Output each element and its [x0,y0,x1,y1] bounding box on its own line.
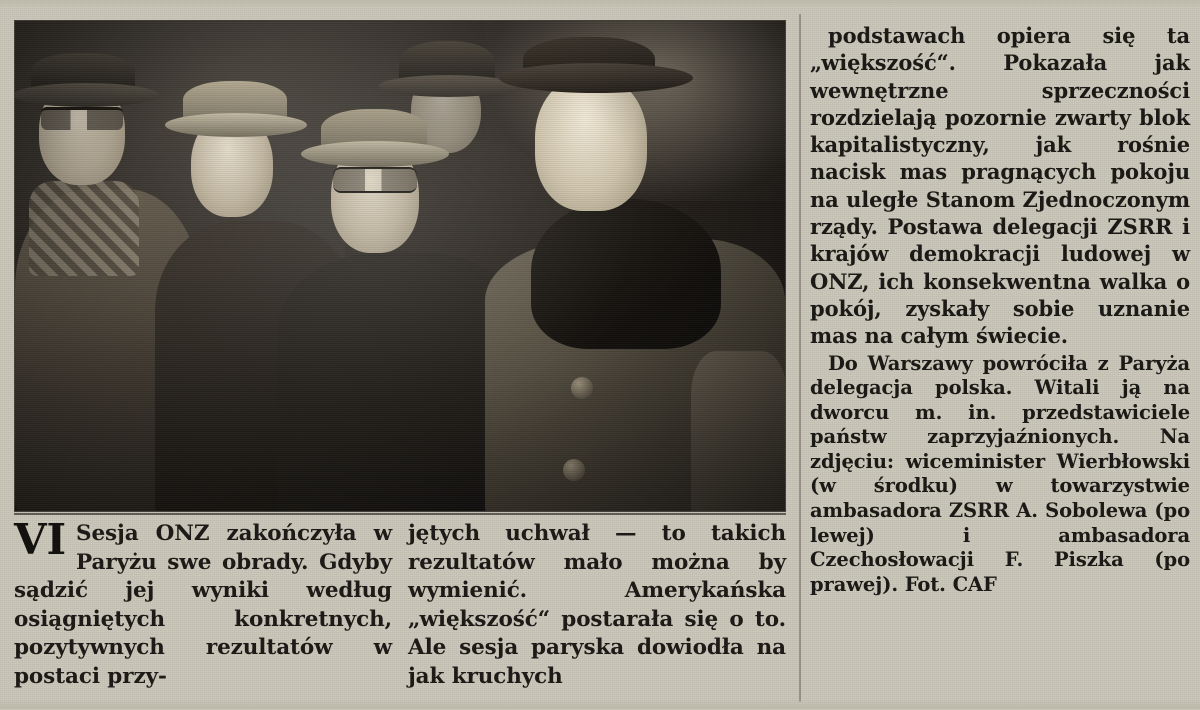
article-columns [14,515,786,710]
column-left-text: Sesja ONZ zakończyła w Paryżu swe obrady. Gdyby sądzić jej wyniki według osiągniętych konkretnych, pozytywnych rezultatów w postaci przy- [14,521,392,689]
person-right-face [535,75,647,211]
article-column-right [810,22,1190,702]
right-column-paragraph-2: Do Warszawy powróciła z Paryża delegacja polska. Witali ją na dworcu m. in. przedstawiciele państw zaprzyjaźnionych. Na zdjęciu: wiceminister Wierbłowski (w środku) w towarzystwie ambasadora ZSRR A. Sobolewa (po lewej) i ambasadora Czechosłowacji F. Piszka (po prawej). Fot. CAF [810,351,1190,596]
article-column-middle [408,520,786,710]
coat-button-lower [563,459,585,481]
right-column-paragraph-1: podstawach opiera się ta „większość“. Pokazała jak wewnętrzne sprzeczności rozdzielają pozornie zwarty blok kapitalistyczny, jak rośnie nacisk mas pragnących pokoju na uległe Stanom Zjednoczonym rządy. Postawa delegacji ZSRR i krajów demokracji ludowej w ONZ, ich konsekwentna walka o pokój, zyskały sobie uznanie mas na całym świecie. [810,23,1190,349]
news-photograph [14,20,786,512]
column-divider-rule [799,14,801,702]
drop-cap: VI [14,515,67,564]
coat-button-upper [571,377,593,399]
person-center-hat-brim [301,141,449,167]
left-block [14,20,792,698]
clipping-frame [10,8,1190,702]
page-top-edge [0,0,1200,8]
column-middle-text: jętych uchwał — to takich rezultatów mało można by wymienić. Amerykańska „większość“ postarała się o to. Ale sesja paryska dowiodła na jak kruchych [408,521,786,689]
person-right-fur-collar [531,199,721,349]
person-back-hat-brim [379,75,517,97]
page-bottom-edge [0,699,1200,709]
photo-bottom-rule [14,513,786,515]
person-left-hat-brim [14,83,159,107]
article-column-left [14,515,392,710]
person-center-glasses [333,167,417,193]
person-right-hat-brim [499,63,693,93]
person-left-glasses [41,107,123,130]
person-second-hat-brim [165,113,307,137]
person-left-scarf [29,181,139,276]
coat-sleeve-right [691,351,786,512]
